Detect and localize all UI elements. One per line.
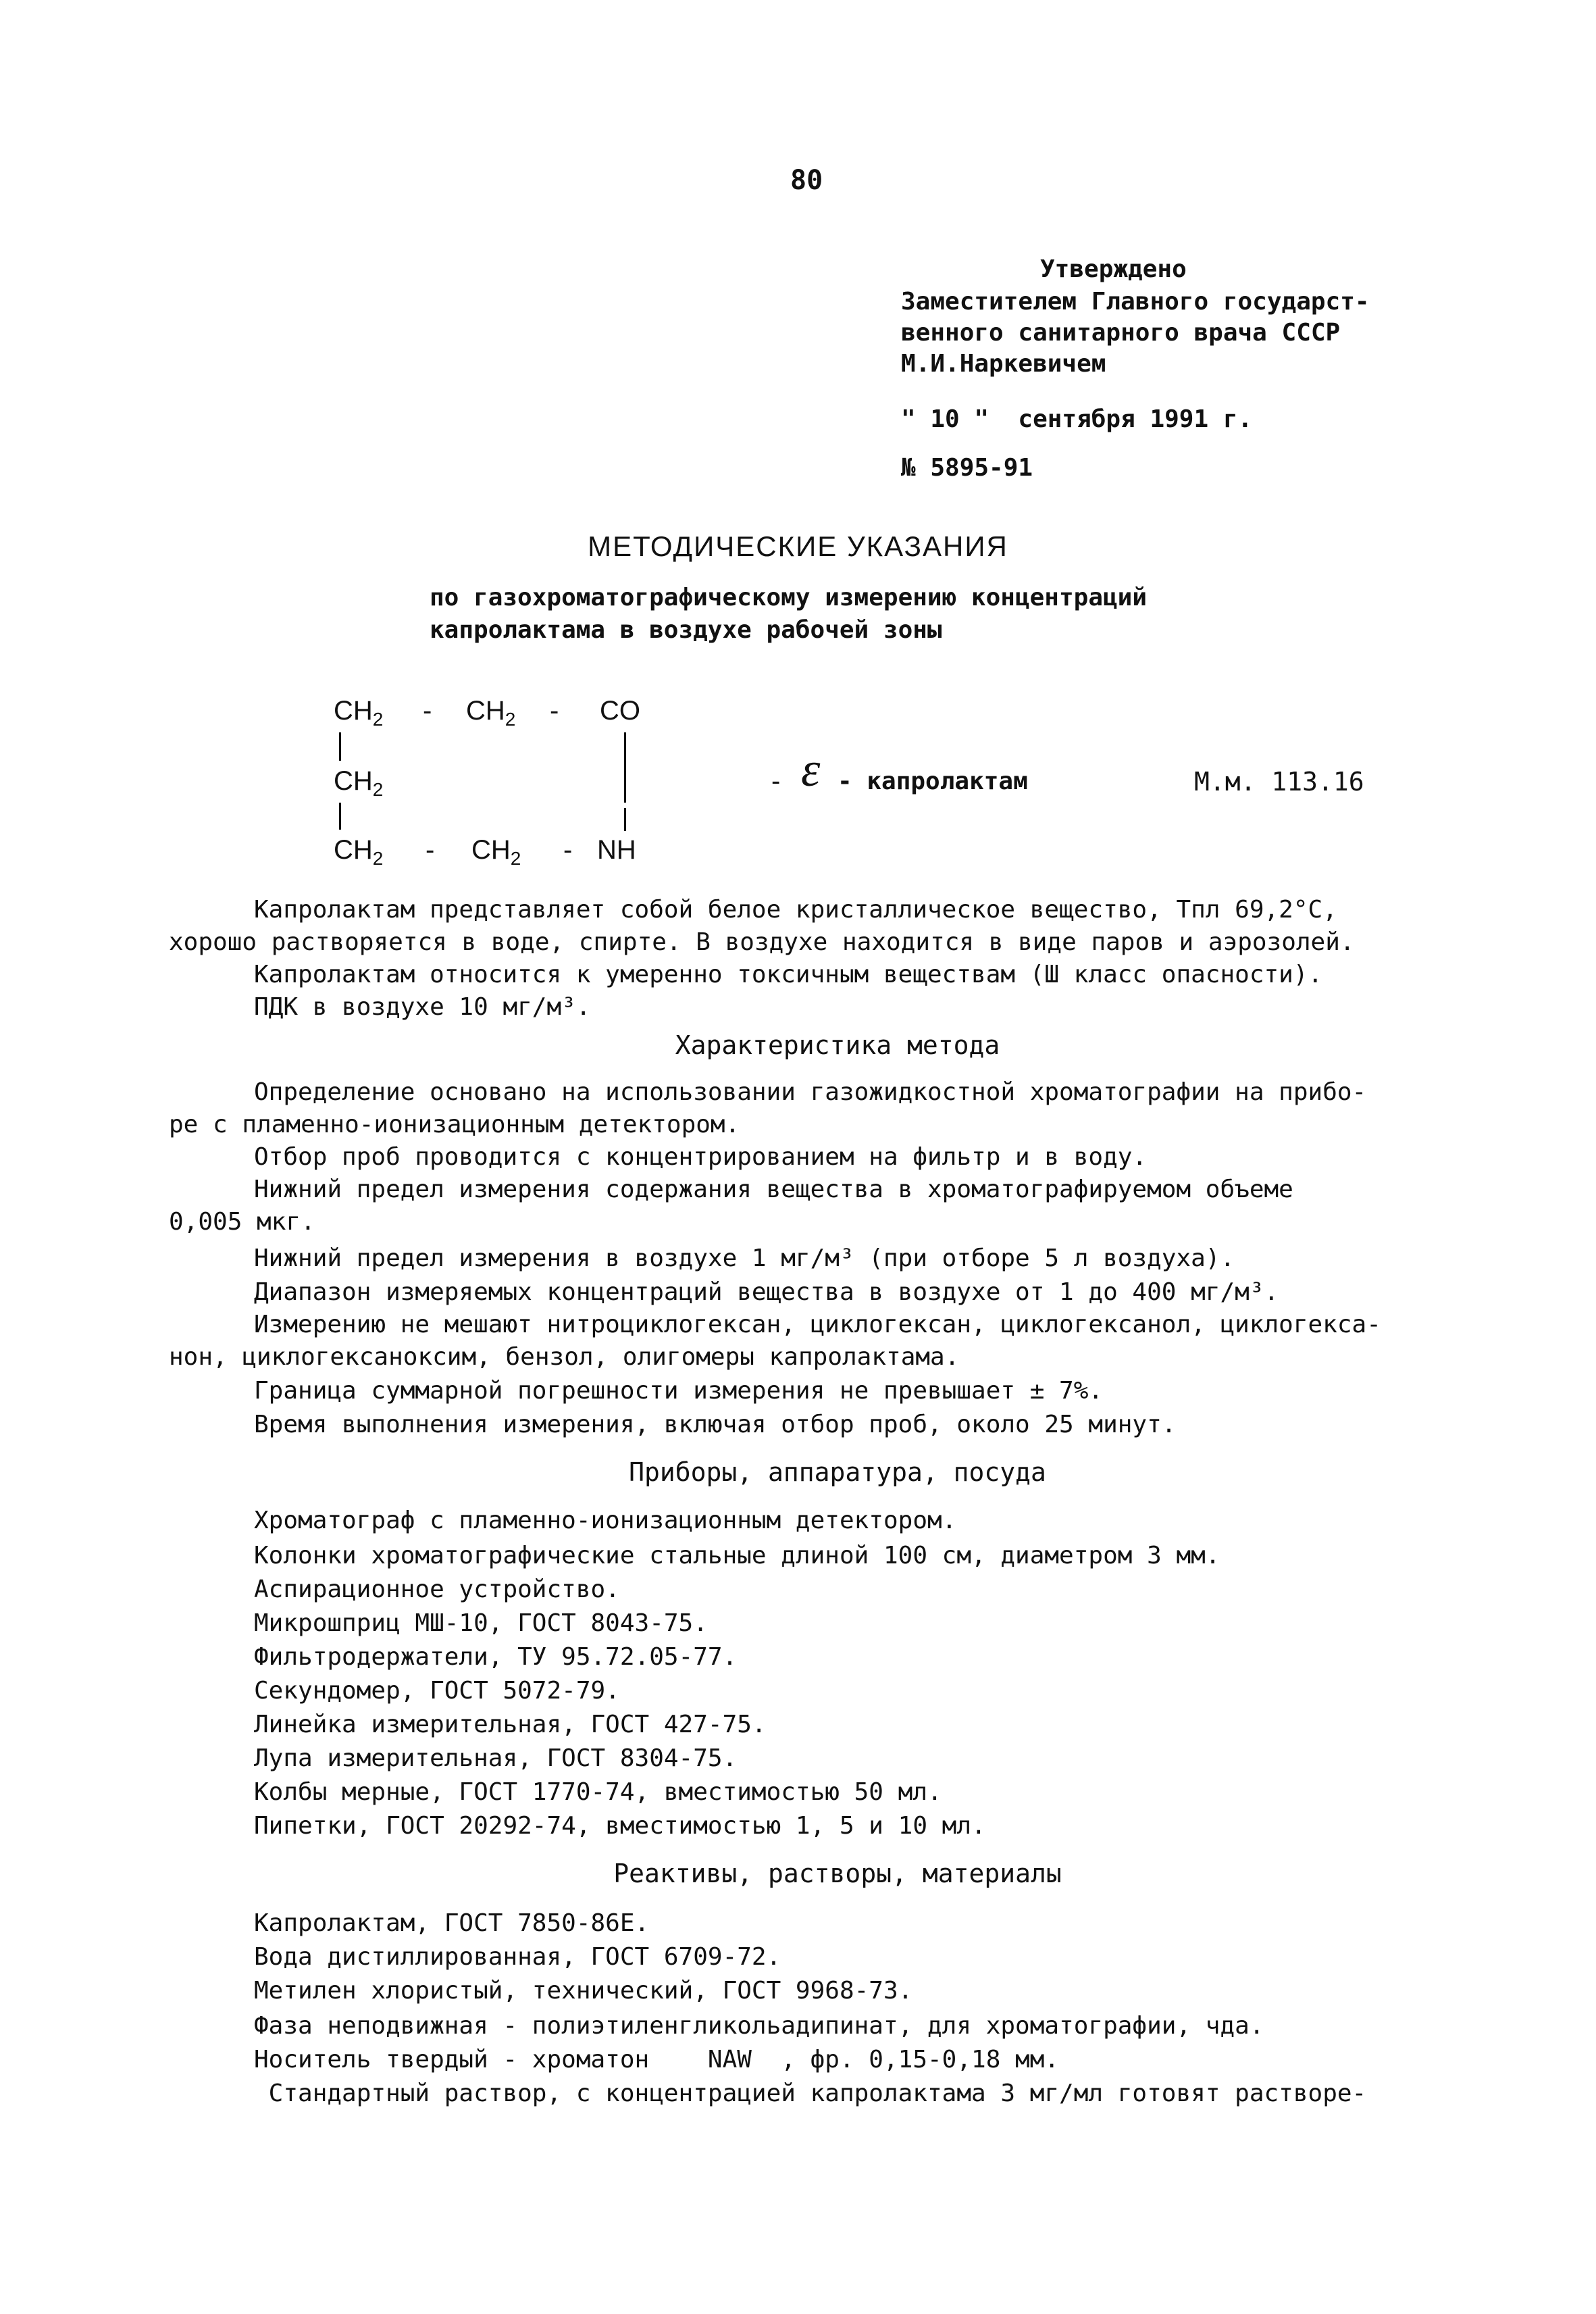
paragraph-line: Капролактам представляет собой белое кристаллическое вещество, Тпл 69,2°С,	[254, 896, 1337, 924]
approval-line-2: Заместителем Главного государст-	[901, 288, 1370, 316]
approval-line-4: М.И.Наркевичем	[901, 350, 1106, 378]
paragraph-line: Капролактам относится к умеренно токсичным веществам (Ш класс опасности).	[254, 961, 1323, 988]
list-item: Колбы мерные, ГОСТ 1770-74, вместимостью 50 мл.	[254, 1778, 942, 1806]
paragraph-line: Измерению не мешают нитроциклогексан, циклогексан, циклогексанол, циклогекса-	[254, 1311, 1381, 1338]
paragraph-line: нон, циклогексаноксим, бензол, олигомеры капролактама.	[169, 1343, 960, 1371]
list-item: Стандартный раствор, с концентрацией капролактама 3 мг/мл готовят растворе-	[254, 2080, 1367, 2107]
bond-line	[339, 803, 341, 830]
paragraph-line: ПДК в воздухе 10 мг/м³.	[254, 993, 591, 1021]
formula-dash: -	[423, 696, 432, 726]
paragraph-line: Время выполнения измерения, включая отбор проб, около 25 минут.	[254, 1411, 1177, 1438]
approval-line-3: венного санитарного врача СССР	[901, 319, 1341, 347]
formula-ch2: CH	[471, 835, 511, 865]
formula-co: CO	[600, 696, 640, 726]
list-item: Фаза неподвижная - полиэтиленгликольадипинат, для хроматографии, чда.	[254, 2012, 1264, 2040]
approval-number: № 5895-91	[901, 454, 1033, 482]
list-item: Колонки хроматографические стальные длиной 100 см, диаметром 3 мм.	[254, 1542, 1220, 1569]
formula-dash: -	[771, 766, 781, 796]
formula-ch2: CH	[334, 696, 373, 726]
list-item: Аспирационное устройство.	[254, 1576, 620, 1603]
caprolactam-label: - капролактам	[838, 768, 1028, 795]
list-item: Лупа измерительная, ГОСТ 8304-75.	[254, 1744, 738, 1772]
paragraph-line: Определение основано на использовании газожидкостной хроматографии на прибо-	[254, 1078, 1367, 1106]
molar-mass: М.м. 113.16	[1194, 767, 1364, 797]
list-item: Вода дистиллированная, ГОСТ 6709-72.	[254, 1943, 781, 1971]
bond-line	[339, 732, 341, 761]
bond-line	[624, 808, 626, 831]
list-item: Секундомер, ГОСТ 5072-79.	[254, 1677, 620, 1705]
list-item: Линейка измерительная, ГОСТ 427-75.	[254, 1711, 767, 1738]
list-item: Носитель твердый - хроматон NAW , фр. 0,15-0,18 мм.	[254, 2046, 1060, 2073]
list-item: Фильтродержатели, ТУ 95.72.05-77.	[254, 1643, 738, 1671]
document-page: 80 Утверждено Заместителем Главного государст- венного санитарного врача СССР М.И.Наркевичем " 10 " сентября 1991 г. № 5895-91 МЕТОДИЧЕСКИЕ УКАЗАНИЯ по газохроматографическому измерению концентраций капролактама в воздухе рабочей зоны $CH_2$ - $CH_2$ - CO $CH_2$ $CH_2$ - $CH_2$ - NH - ε - капролактам М.м. 113.16 Капролактам представляет собой белое кристаллическое вещество, Тпл 69,2°С, хорошо растворяется в воде, спирте. В воздухе находится в виде паров и аэрозолей. Капролактам относится к умеренно токсичным веществам (Ш класс опасности). ПДК в воздухе 10 мг/м³. Характеристика метода Определение основано на использовании газожидкостной хроматографии на прибо- ре с пламенно-ионизационным детектором. Отбор проб проводится с концентрированием на фильтр и в воду. Нижний предел измерения содержания вещества в хроматографируемом объеме 0,005 мкг. Нижний предел измерения в воздухе 1 мг/м³ (при отборе 5 л воздуха). Диапазон измеряемых концентраций вещества в воздухе от 1 до 400 мг/м³. Измерению не мешают нитроциклогексан, циклогексан, циклогексанол, циклогекса- нон, циклогексаноксим, бензол, олигомеры капролактама. Граница суммарной погрешности измерения не превышает ± 7%. Время выполнения измерения, включая отбор проб, около 25 минут. Приборы, аппаратура, посуда Хроматограф с пламенно-ионизационным детектором. Колонки хроматографические стальные длиной 100 см, диаметром 3 мм. Аспирационное устройство. Микрошприц МШ-10, ГОСТ 8043-75. Фильтродержатели, ТУ 95.72.05-77. Секундомер, ГОСТ 5072-79. Линейка измерительная, ГОСТ 427-75. Лупа измерительная, ГОСТ 8304-75. Колбы мерные, ГОСТ 1770-74, вместимостью 50 мл. Пипетки, ГОСТ 20292-74, вместимостью 1, 5 и 10 мл. Реактивы, растворы, материалы Капролактам, ГОСТ 7850-86Е. Вода дистиллированная, ГОСТ 6709-72. Метилен хлористый, технический, ГОСТ 9968-73. Фаза неподвижная - полиэтиленгликольадипинат, для хроматографии, чда. Носитель твердый - хроматон NAW , фр. 0,15-0,18 мм. Стандартный раствор, с концентрацией капролактама 3 мг/мл готовят растворе-	[0, 0, 1596, 2314]
formula-nh: NH	[597, 835, 636, 865]
epsilon-symbol: ε	[801, 743, 821, 797]
list-item: Микрошприц МШ-10, ГОСТ 8043-75.	[254, 1609, 708, 1637]
subtitle-line-2: капролактама в воздухе рабочей зоны	[430, 616, 942, 644]
formula-ch2: CH	[334, 835, 373, 865]
formula-dash: -	[550, 696, 559, 726]
paragraph-line: Диапазон измеряемых концентраций вещества в воздухе от 1 до 400 мг/м³.	[254, 1278, 1279, 1306]
list-item: Пипетки, ГОСТ 20292-74, вместимостью 1, 5 и 10 мл.	[254, 1812, 986, 1840]
paragraph-line: 0,005 мкг.	[169, 1208, 315, 1236]
paragraph-line: Нижний предел измерения содержания вещества в хроматографируемом объеме	[254, 1176, 1293, 1203]
document-title: МЕТОДИЧЕСКИЕ УКАЗАНИЯ	[588, 530, 1008, 562]
paragraph-line: Граница суммарной погрешности измерения не превышает ± 7%.	[254, 1377, 1104, 1405]
list-item: Капролактам, ГОСТ 7850-86Е.	[254, 1909, 650, 1937]
page-number: 80	[790, 165, 823, 196]
section-heading-method: Характеристика метода	[675, 1030, 1000, 1060]
list-item: Метилен хлористый, технический, ГОСТ 9968-73.	[254, 1977, 913, 2005]
formula-dash: -	[563, 835, 573, 865]
paragraph-line: хорошо растворяется в воде, спирте. В воздухе находится в виде паров и аэрозолей.	[169, 928, 1355, 956]
list-item: Хроматограф с пламенно-ионизационным детектором.	[254, 1507, 957, 1534]
approval-line-1: Утверждено	[1040, 255, 1187, 283]
formula-ch2: CH	[334, 766, 373, 796]
bond-line	[624, 732, 626, 803]
formula-dash: -	[426, 835, 435, 865]
paragraph-line: Нижний предел измерения в воздухе 1 мг/м³ (при отборе 5 л воздуха).	[254, 1244, 1235, 1272]
section-heading-reagents: Реактивы, растворы, материалы	[613, 1859, 1062, 1888]
section-heading-equipment: Приборы, аппаратура, посуда	[629, 1457, 1046, 1487]
approval-date: " 10 " сентября 1991 г.	[901, 405, 1253, 433]
paragraph-line: ре с пламенно-ионизационным детектором.	[169, 1111, 740, 1138]
formula-ch2: CH	[466, 696, 505, 726]
paragraph-line: Отбор проб проводится с концентрированием на фильтр и в воду.	[254, 1143, 1148, 1171]
subtitle-line-1: по газохроматографическому измерению концентраций	[430, 584, 1148, 611]
